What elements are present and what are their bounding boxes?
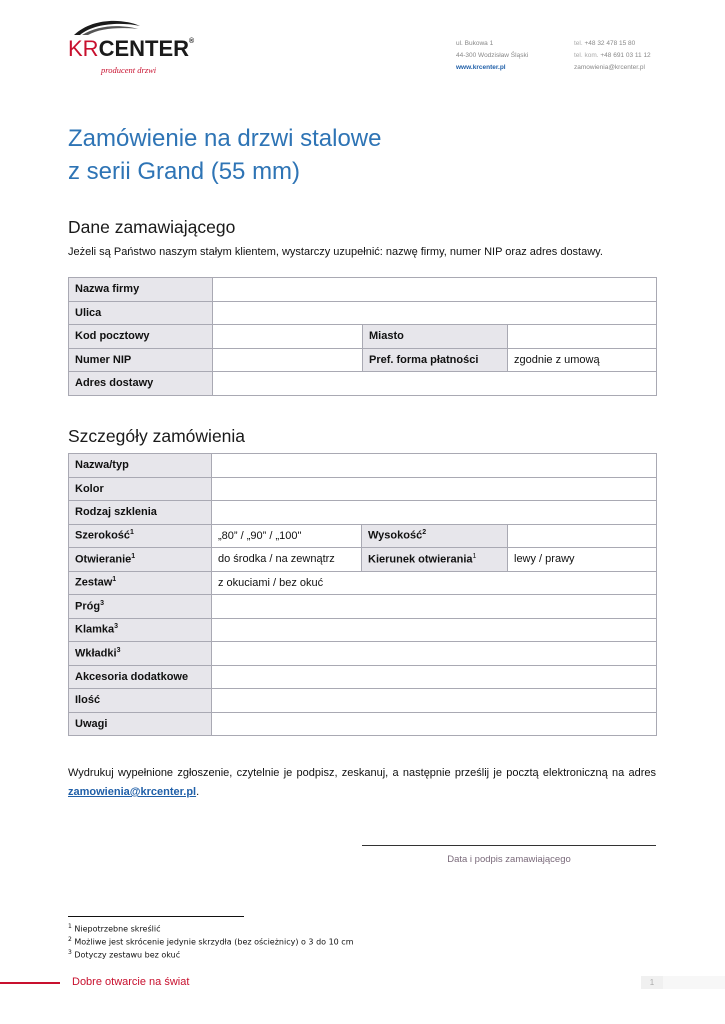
handle-field[interactable] xyxy=(212,618,657,642)
footer-slogan: Dobre otwarcie na świat xyxy=(72,976,190,988)
company-phones xyxy=(574,38,651,74)
table-row xyxy=(69,665,657,689)
logo-wordmark: KRCENTER® xyxy=(68,36,195,61)
table-row xyxy=(69,524,657,548)
address-street: ul. Bukowa 1 xyxy=(456,40,494,47)
table-row xyxy=(69,501,657,525)
company-name-field[interactable] xyxy=(213,278,657,302)
header-email[interactable]: zamowienia@krcenter.pl xyxy=(574,64,645,71)
accessories-label: Akcesoria dodatkowe xyxy=(69,665,212,689)
postal-code-field[interactable] xyxy=(213,325,363,349)
ordering-table xyxy=(68,277,657,396)
width-field[interactable]: „80” / „90” / „100" xyxy=(212,524,362,548)
color-label: Kolor xyxy=(69,477,212,501)
table-row xyxy=(69,278,657,302)
nip-label: Numer NIP xyxy=(69,348,213,372)
footer-bar xyxy=(663,976,725,989)
inserts-label: Wkładki$^3$ xyxy=(69,642,212,666)
logo-swoosh-icon xyxy=(72,20,142,36)
table-row xyxy=(69,372,657,396)
table-row xyxy=(69,618,657,642)
document-title xyxy=(68,122,381,188)
footer-accent-line xyxy=(0,982,60,984)
title-line-2: z serii Grand (55 mm) xyxy=(68,158,301,185)
quantity-field[interactable] xyxy=(212,689,657,713)
threshold-label: Próg$^3$ xyxy=(69,595,212,619)
ordering-intro: Jeżeli są Państwo naszym stałym klientem, wystarczy uzupełnić: nazwę firmy, numer NIP oraz adres dostawy. xyxy=(68,246,603,258)
threshold-field[interactable] xyxy=(212,595,657,619)
tel-number: +48 32 478 15 80 xyxy=(584,40,636,47)
table-row xyxy=(69,325,657,349)
section-heading-details: Szczegóły zamówienia xyxy=(68,426,246,446)
notes-label: Uwagi xyxy=(69,712,212,736)
quantity-label: Ilość xyxy=(69,689,212,713)
website-link[interactable]: www.krcenter.pl xyxy=(456,64,506,71)
city-field[interactable] xyxy=(508,325,657,349)
opening-label: Otwieranie$^1$ xyxy=(69,548,212,572)
table-row xyxy=(69,712,657,736)
street-label: Ulica xyxy=(69,301,213,325)
company-logo xyxy=(68,20,208,80)
handle-label: Klamka$^3$ xyxy=(69,618,212,642)
notes-field[interactable] xyxy=(212,712,657,736)
glazing-field[interactable] xyxy=(212,501,657,525)
footnote-item: $^2$ Możliwe jest skrócenie jedynie skrzydła (bez ościeżnicy) o 3 do 10 cm xyxy=(68,936,354,947)
logo-tagline: producent drzwi xyxy=(101,65,157,75)
name-type-label: Nazwa/typ xyxy=(69,454,212,478)
direction-field[interactable]: lewy / prawy xyxy=(508,548,657,572)
accessories-field[interactable] xyxy=(212,665,657,689)
postal-code-label: Kod pocztowy xyxy=(69,325,213,349)
table-row xyxy=(69,689,657,713)
height-field[interactable] xyxy=(508,524,657,548)
city-label: Miasto xyxy=(363,325,508,349)
footnotes xyxy=(68,922,354,961)
footnote-separator xyxy=(68,916,244,917)
nip-field[interactable] xyxy=(213,348,363,372)
table-row xyxy=(69,477,657,501)
table-row xyxy=(69,301,657,325)
page-number: 1 xyxy=(641,976,663,989)
delivery-address-label: Adres dostawy xyxy=(69,372,213,396)
table-row xyxy=(69,571,657,595)
section-heading-ordering: Dane zamawiającego xyxy=(68,217,236,237)
signature-line xyxy=(362,845,656,846)
color-field[interactable] xyxy=(212,477,657,501)
instructions-paragraph: Wydrukuj wypełnione zgłoszenie, czytelnie je podpisz, zeskanuj, a następnie prześlij je pocztą elektroniczną na adres zamowienia@krcenter.pl. xyxy=(68,767,656,798)
title-line-1: Zamówienie na drzwi stalowe xyxy=(68,125,382,152)
height-label: Wysokość$^2$ xyxy=(362,524,508,548)
opening-field[interactable]: do środka / na zewnątrz xyxy=(212,548,362,572)
payment-label: Pref. forma płatności xyxy=(363,348,508,372)
details-table xyxy=(68,453,657,736)
mobile-label: tel. kom. xyxy=(574,52,599,59)
set-label: Zestaw$^1$ xyxy=(69,571,212,595)
name-type-field[interactable] xyxy=(212,454,657,478)
payment-field[interactable]: zgodnie z umową xyxy=(508,348,657,372)
signature-label: Data i podpis zamawiającego xyxy=(447,854,571,865)
company-name-label: Nazwa firmy xyxy=(69,278,213,302)
glazing-label: Rodzaj szklenia xyxy=(69,501,212,525)
table-row xyxy=(69,454,657,478)
table-row xyxy=(69,595,657,619)
delivery-address-field[interactable] xyxy=(213,372,657,396)
street-field[interactable] xyxy=(213,301,657,325)
set-field[interactable]: z okuciami / bez okuć xyxy=(212,571,657,595)
width-label: Szerokość$^1$ xyxy=(69,524,212,548)
address-city: 44-300 Wodzisław Śląski xyxy=(456,52,529,59)
direction-label: Kierunek otwierania$^1$ xyxy=(362,548,508,572)
footnote-item: $^3$ Dotyczy zestawu bez okuć xyxy=(68,949,181,960)
company-address xyxy=(456,38,528,74)
table-row xyxy=(69,548,657,572)
table-row xyxy=(69,348,657,372)
footnote-item: $^1$ Niepotrzebne skreślić xyxy=(68,923,161,934)
order-email-link[interactable]: zamowienia@krcenter.pl xyxy=(68,786,197,798)
tel-label: tel. xyxy=(574,40,583,47)
inserts-field[interactable] xyxy=(212,642,657,666)
mobile-number: +48 691 03 11 12 xyxy=(600,52,651,59)
table-row xyxy=(69,642,657,666)
